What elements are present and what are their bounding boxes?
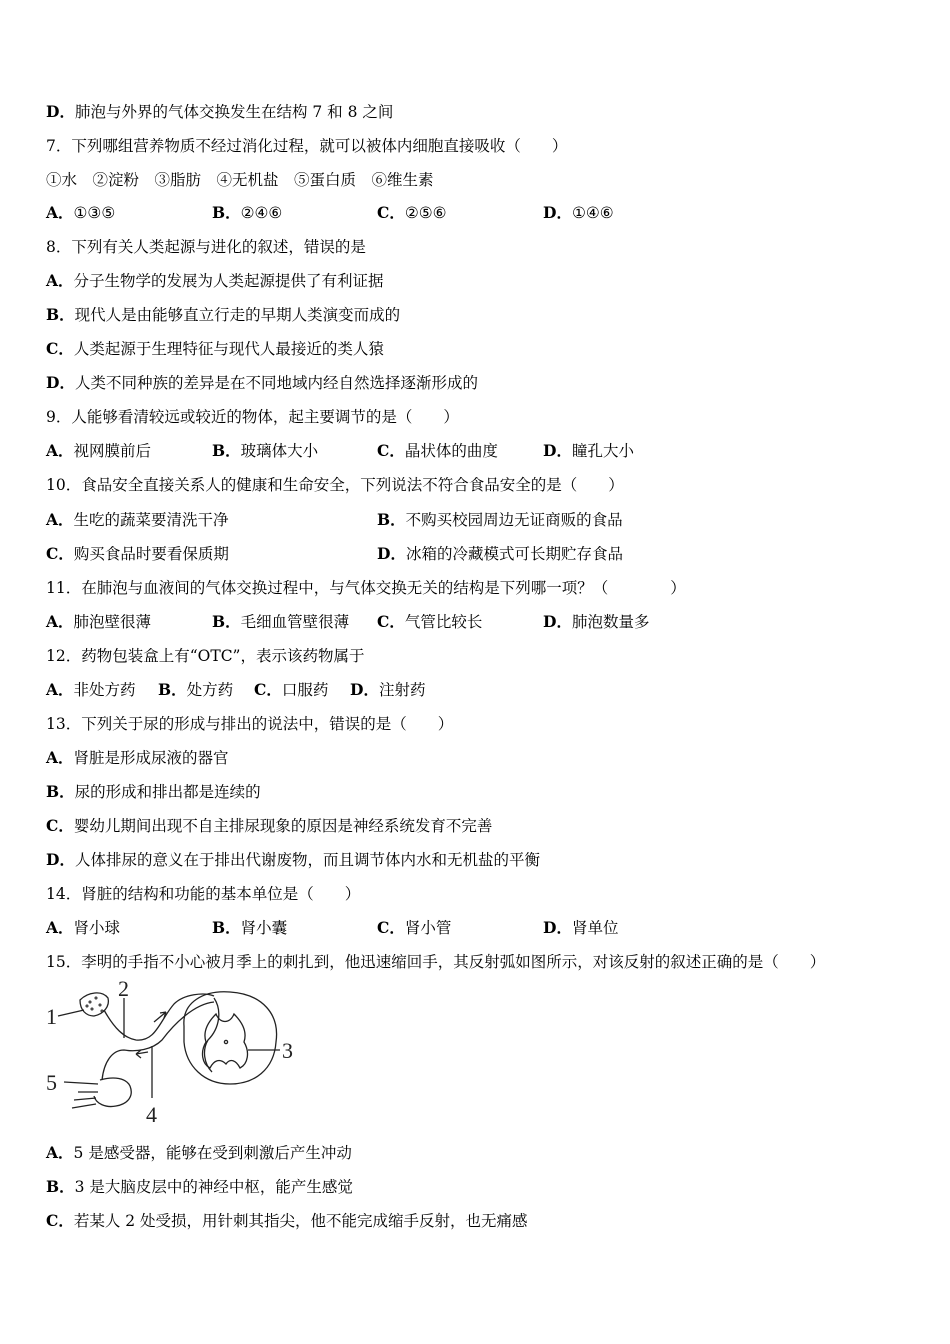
q12-option-b: B．处方药 xyxy=(158,680,234,699)
q13-stem: 13．下列关于尿的形成与排出的说法中，错误的是（ ） xyxy=(46,715,454,733)
q10-option-d: D．冰箱的冷藏模式可长期贮存食品 xyxy=(377,544,623,563)
q7-option-b: B．②④⑥ xyxy=(212,203,283,222)
q8-option-b: B．现代人是由能够直立行走的早期人类演变而成的 xyxy=(46,305,401,324)
q7-option-d: D．①④⑥ xyxy=(543,203,614,222)
q12-stem: 12．药物包装盒上有“OTC”，表示该药物属于 xyxy=(46,647,365,665)
q8-option-c: C．人类起源于生理特征与现代人最接近的类人猿 xyxy=(46,339,384,358)
figure-label-4: 4 xyxy=(146,1102,157,1127)
figure-label-5: 5 xyxy=(46,1070,57,1095)
figure-label-1: 1 xyxy=(46,1004,57,1029)
fingertip-outline xyxy=(80,993,108,1016)
q9-option-a: A．视网膜前后 xyxy=(46,441,152,460)
receptor-dots xyxy=(86,997,103,1012)
q10-option-b: B．不购买校园周边无证商贩的食品 xyxy=(377,510,623,529)
q15-option-c: C．若某人 2 处受损，用针刺其指尖，他不能完成缩手反射，也无痛感 xyxy=(46,1211,528,1230)
figure-label-3: 3 xyxy=(282,1038,293,1063)
q12-option-d: D．注射药 xyxy=(350,680,426,699)
q14-option-a: A．肾小球 xyxy=(46,918,121,937)
leader-5 xyxy=(64,1082,98,1084)
q11-option-a: A．肺泡壁很薄 xyxy=(46,612,152,631)
q15-stem: 15．李明的手指不小心被月季上的刺扎到，他迅速缩回手，其反射弧如图所示，对该反射的叙述正确的是（ ） xyxy=(46,953,826,971)
q10-option-a: A．生吃的蔬菜要清洗干净 xyxy=(46,510,229,529)
q10-stem: 10．食品安全直接关系人的健康和生命安全，下列说法不符合食品安全的是（ ） xyxy=(46,476,624,494)
q11-option-c: C．气管比较长 xyxy=(377,612,483,631)
q6-option-d: D．肺泡与外界的气体交换发生在结构 7 和 8 之间 xyxy=(46,102,394,121)
central-canal xyxy=(224,1040,227,1043)
q9-option-d: D．瞳孔大小 xyxy=(543,441,634,460)
q14-stem: 14．肾脏的结构和功能的基本单位是（ ） xyxy=(46,885,361,903)
q14-option-d: D．肾单位 xyxy=(543,918,619,937)
q13-option-a: A．肾脏是形成尿液的器官 xyxy=(46,748,229,767)
q11-option-b: B．毛细血管壁很薄 xyxy=(212,612,350,631)
q13-option-d: D．人体排尿的意义在于排出代谢废物，而且调节体内水和无机盐的平衡 xyxy=(46,850,540,869)
q9-option-c: C．晶状体的曲度 xyxy=(377,441,498,460)
q7-option-c: C．②⑤⑥ xyxy=(377,203,447,222)
q7-items: ①水 ②淀粉 ③脂肪 ④无机盐 ⑤蛋白质 ⑥维生素 xyxy=(46,171,434,189)
q8-option-a: A．分子生物学的发展为人类起源提供了有利证据 xyxy=(46,271,384,290)
reflex-arc-figure xyxy=(44,980,300,1128)
q10-option-c: C．购买食品时要看保质期 xyxy=(46,544,229,563)
q12-option-c: C．口服药 xyxy=(254,680,329,699)
q14-option-c: C．肾小管 xyxy=(377,918,452,937)
q7-option-a: A．①③⑤ xyxy=(46,203,116,222)
figure-label-2: 2 xyxy=(118,980,129,1001)
q11-stem: 11．在肺泡与血液间的气体交换过程中，与气体交换无关的结构是下列哪一项？（ ） xyxy=(46,579,686,597)
q7-stem: 7．下列哪组营养物质不经过消化过程，就可以被体内细胞直接吸收（ ） xyxy=(46,137,568,155)
q8-option-d: D．人类不同种族的差异是在不同地域内经自然选择逐渐形成的 xyxy=(46,373,478,392)
leader-1 xyxy=(58,1010,84,1016)
motor-nerve xyxy=(102,1002,214,1080)
q12-option-a: A．非处方药 xyxy=(46,680,136,699)
q9-stem: 9．人能够看清较远或较近的物体，起主要调节的是（ ） xyxy=(46,408,459,426)
arrow-up xyxy=(154,1012,166,1022)
q15-option-a: A．5 是感受器，能够在受到刺激后产生冲动 xyxy=(46,1143,352,1162)
q8-stem: 8．下列有关人类起源与进化的叙述，错误的是 xyxy=(46,238,366,256)
arrow-left xyxy=(136,1050,148,1058)
q14-option-b: B．肾小囊 xyxy=(212,918,288,937)
hand-lines xyxy=(72,1092,98,1108)
spinal-cord-outline xyxy=(184,992,277,1084)
muscle-outline xyxy=(94,1078,131,1107)
q11-option-d: D．肺泡数量多 xyxy=(543,612,650,631)
q9-option-b: B．玻璃体大小 xyxy=(212,441,319,460)
q15-option-b: B．3 是大脑皮层中的神经中枢，能产生感觉 xyxy=(46,1177,353,1196)
q13-option-c: C．婴幼儿期间出现不自主排尿现象的原因是神经系统发育不完善 xyxy=(46,816,493,835)
q13-option-b: B．尿的形成和排出都是连续的 xyxy=(46,782,261,801)
